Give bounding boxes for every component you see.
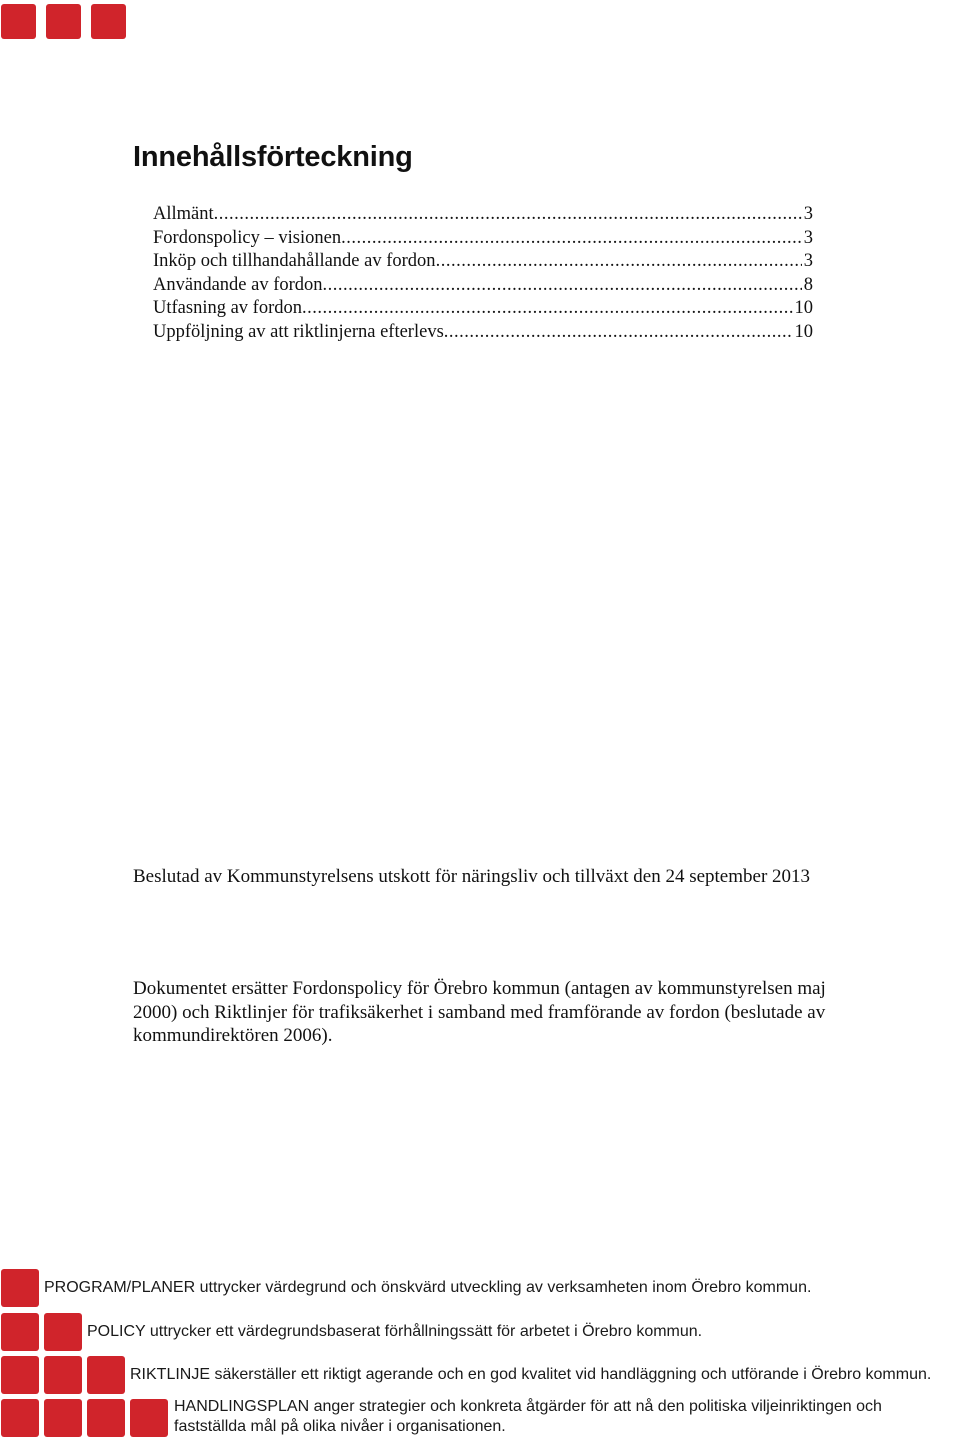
toc-entry[interactable] (153, 227, 813, 251)
legend-description: anger strategier och konkreta åtgärder för att nå den politiska viljeinriktingen och (313, 1398, 882, 1415)
toc-leader-dots (436, 250, 802, 274)
toc-entry-label: Användande av fordon (153, 274, 323, 295)
legend-term: RIKTLINJE (130, 1366, 211, 1383)
legend-description: uttrycker ett värdegrundsbaserat förhållningssätt för arbetet i Örebro kommun. (149, 1323, 703, 1340)
toc-leader-dots (302, 297, 793, 321)
toc-entry[interactable] (153, 250, 813, 274)
legend-item-handlingsplan (174, 1397, 882, 1437)
toc-entry[interactable] (153, 203, 813, 227)
legend-square (1, 1356, 39, 1394)
toc-entry[interactable] (153, 297, 813, 321)
toc-heading: Innehållsförteckning (133, 141, 413, 173)
legend-item-policy (87, 1322, 702, 1342)
legend-square (44, 1313, 82, 1351)
legend-square (130, 1399, 168, 1437)
legend-square (1, 1313, 39, 1351)
legend-term: POLICY (87, 1323, 146, 1340)
legend-square (87, 1356, 125, 1394)
toc-entry-label: Fordonspolicy – visionen (153, 227, 342, 248)
legend-item-program (44, 1278, 811, 1298)
legend-description: säkerställer ett riktigt agerande och en god kvalitet vid handläggning och utförande i Örebro kommun. (214, 1366, 932, 1383)
legend-description: uttrycker värdegrund och önskvärd utveckling av verksamheten inom Örebro kommun. (199, 1279, 812, 1296)
toc-leader-dots (341, 227, 802, 251)
toc-leader-dots (214, 203, 802, 227)
toc-entry-page: 3 (803, 204, 813, 224)
toc-entry-page: 8 (803, 274, 813, 295)
replacement-note: Dokumentet ersätter Fordonspolicy för Örebro kommun (antagen av kommunstyrelsen maj 2000) och Riktlinjer för trafiksäkerhet i samband med framförande av fordon (beslutade av kommundirektören 2006). (133, 978, 826, 1046)
toc-entry-label: Utfasning av fordon (153, 298, 302, 318)
toc-leader-dots (323, 274, 802, 298)
toc-entry-page: 10 (794, 321, 813, 342)
logo-square (91, 4, 126, 39)
legend-square (44, 1399, 82, 1437)
toc-entry[interactable] (153, 321, 813, 345)
legend-square (1, 1269, 39, 1307)
toc-entry-page: 3 (803, 251, 813, 271)
toc-entry-label: Uppföljning av att riktlinjerna efterlevs (153, 321, 444, 342)
logo-square (46, 4, 81, 39)
legend-square (44, 1356, 82, 1394)
legend-term: HANDLINGSPLAN (174, 1398, 310, 1415)
legend-term: PROGRAM/PLANER (44, 1279, 196, 1296)
legend-item-riktlinje (130, 1365, 931, 1385)
toc-entry-page: 10 (794, 298, 813, 318)
toc-entry-label: Allmänt (153, 204, 214, 224)
toc-entry[interactable] (153, 274, 813, 298)
legend-square (1, 1399, 39, 1437)
legend-square (87, 1399, 125, 1437)
toc-leader-dots (444, 321, 793, 345)
table-of-contents (153, 203, 813, 344)
decision-statement: Beslutad av Kommunstyrelsens utskott för näringsliv och tillväxt den 24 september 2013 (133, 866, 811, 887)
document-hierarchy-legend (0, 1268, 960, 1440)
toc-entry-page: 3 (803, 227, 813, 248)
logo-square (1, 4, 36, 39)
legend-description-cont: fastställda mål på olika nivåer i organisationen. (174, 1418, 506, 1435)
toc-entry-label: Inköp och tillhandahållande av fordon (153, 251, 436, 271)
